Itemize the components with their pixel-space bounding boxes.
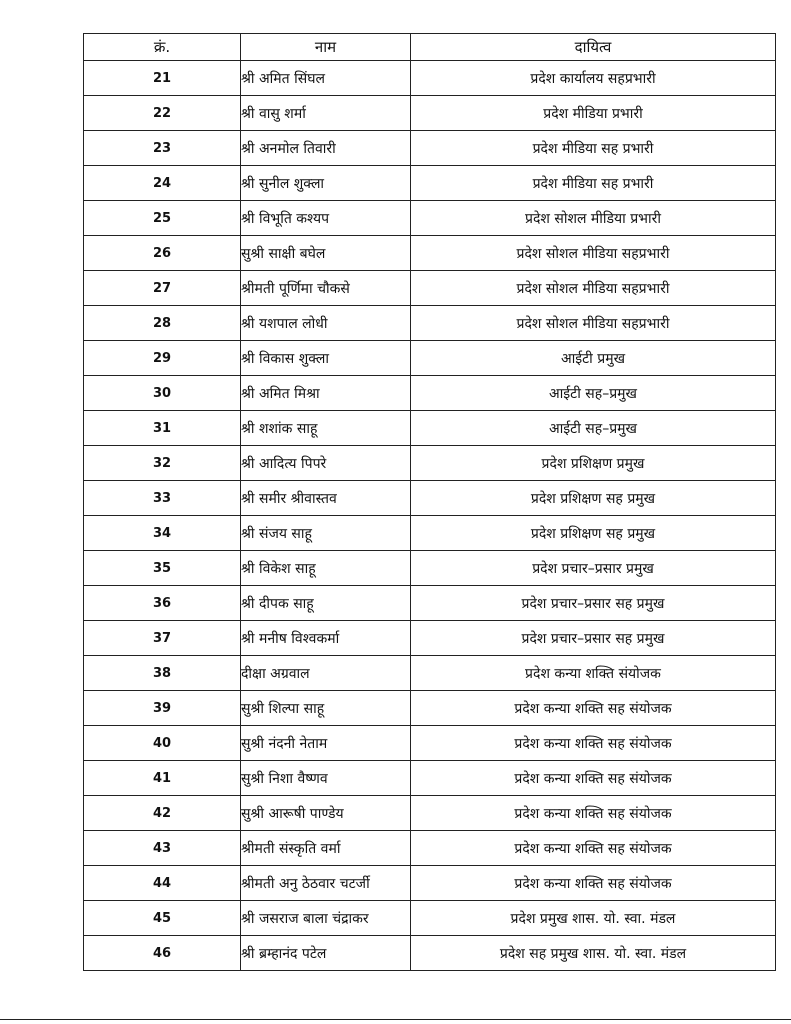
header-number: क्रं. — [84, 34, 241, 61]
row-number: 26 — [84, 236, 241, 271]
row-role: प्रदेश सोशल मीडिया प्रभारी — [411, 201, 776, 236]
row-number: 42 — [84, 796, 241, 831]
table-row — [84, 796, 776, 831]
row-role: प्रदेश मीडिया प्रभारी — [411, 96, 776, 131]
row-role: प्रदेश कन्या शक्ति सह संयोजक — [411, 761, 776, 796]
row-name: श्री दीपक साहू — [241, 586, 411, 621]
row-number: 37 — [84, 621, 241, 656]
table-row — [84, 656, 776, 691]
row-role: प्रदेश सह प्रमुख शास. यो. स्वा. मंडल — [411, 936, 776, 971]
row-number: 40 — [84, 726, 241, 761]
row-number: 41 — [84, 761, 241, 796]
row-number: 32 — [84, 446, 241, 481]
row-number: 23 — [84, 131, 241, 166]
row-number: 30 — [84, 376, 241, 411]
row-name: सुश्री साक्षी बघेल — [241, 236, 411, 271]
row-number: 27 — [84, 271, 241, 306]
table-row — [84, 271, 776, 306]
row-name: सुश्री नंदनी नेताम — [241, 726, 411, 761]
row-role: प्रदेश कन्या शक्ति सह संयोजक — [411, 726, 776, 761]
row-role: प्रदेश प्रशिक्षण सह प्रमुख — [411, 516, 776, 551]
row-role: आईटी प्रमुख — [411, 341, 776, 376]
row-name: श्री अमित मिश्रा — [241, 376, 411, 411]
table-row — [84, 586, 776, 621]
row-role: प्रदेश प्रशिक्षण प्रमुख — [411, 446, 776, 481]
table-row — [84, 166, 776, 201]
row-name: सुश्री आरूषी पाण्डेय — [241, 796, 411, 831]
row-number: 31 — [84, 411, 241, 446]
table-row — [84, 96, 776, 131]
row-role: प्रदेश सोशल मीडिया सहप्रभारी — [411, 271, 776, 306]
table-row — [84, 61, 776, 96]
row-number: 44 — [84, 866, 241, 901]
table-row — [84, 446, 776, 481]
row-role: प्रदेश कार्यालय सहप्रभारी — [411, 61, 776, 96]
table-row — [84, 901, 776, 936]
row-number: 45 — [84, 901, 241, 936]
row-name: श्री सुनील शुक्ला — [241, 166, 411, 201]
table-row — [84, 341, 776, 376]
row-role: आईटी सह–प्रमुख — [411, 376, 776, 411]
row-number: 24 — [84, 166, 241, 201]
row-name: श्री यशपाल लोधी — [241, 306, 411, 341]
row-role: प्रदेश सोशल मीडिया सहप्रभारी — [411, 306, 776, 341]
row-role: प्रदेश कन्या शक्ति सह संयोजक — [411, 796, 776, 831]
row-name: श्री शशांक साहू — [241, 411, 411, 446]
table-row — [84, 761, 776, 796]
table-row — [84, 726, 776, 761]
row-number: 39 — [84, 691, 241, 726]
row-number: 36 — [84, 586, 241, 621]
row-role: प्रदेश कन्या शक्ति सह संयोजक — [411, 866, 776, 901]
row-number: 35 — [84, 551, 241, 586]
table-row — [84, 936, 776, 971]
table-row — [84, 621, 776, 656]
row-name: श्री अमित सिंघल — [241, 61, 411, 96]
header-row — [84, 34, 776, 61]
row-role: प्रदेश प्रचार–प्रसार सह प्रमुख — [411, 586, 776, 621]
row-role: प्रदेश कन्या शक्ति सह संयोजक — [411, 691, 776, 726]
row-number: 21 — [84, 61, 241, 96]
row-name: श्रीमती अनु ठेठवार चटर्जी — [241, 866, 411, 901]
row-name: श्री ब्रम्हानंद पटेल — [241, 936, 411, 971]
table-body — [84, 61, 776, 971]
row-name: श्री आदित्य पिपरे — [241, 446, 411, 481]
header-role: दायित्व — [411, 34, 776, 61]
row-number: 28 — [84, 306, 241, 341]
row-role: प्रदेश मीडिया सह प्रभारी — [411, 131, 776, 166]
table-row — [84, 131, 776, 166]
row-name: श्री विभूति कश्यप — [241, 201, 411, 236]
row-role: प्रदेश प्रमुख शास. यो. स्वा. मंडल — [411, 901, 776, 936]
row-name: दीक्षा अग्रवाल — [241, 656, 411, 691]
table-row — [84, 201, 776, 236]
row-name: श्री अनमोल तिवारी — [241, 131, 411, 166]
table-row — [84, 411, 776, 446]
row-number: 34 — [84, 516, 241, 551]
row-name: श्री वासु शर्मा — [241, 96, 411, 131]
row-role: प्रदेश प्रचार–प्रसार सह प्रमुख — [411, 621, 776, 656]
table-row — [84, 376, 776, 411]
row-name: श्री संजय साहू — [241, 516, 411, 551]
row-role: प्रदेश प्रचार–प्रसार प्रमुख — [411, 551, 776, 586]
row-number: 29 — [84, 341, 241, 376]
row-role: प्रदेश कन्या शक्ति सह संयोजक — [411, 831, 776, 866]
table-row — [84, 306, 776, 341]
row-name: श्री विकास शुक्ला — [241, 341, 411, 376]
row-number: 22 — [84, 96, 241, 131]
row-name: श्री जसराज बाला चंद्राकर — [241, 901, 411, 936]
table-row — [84, 481, 776, 516]
row-name: श्रीमती संस्कृति वर्मा — [241, 831, 411, 866]
row-name: श्री विकेश साहू — [241, 551, 411, 586]
table-row — [84, 866, 776, 901]
table-row — [84, 236, 776, 271]
row-name: श्री समीर श्रीवास्तव — [241, 481, 411, 516]
row-number: 33 — [84, 481, 241, 516]
row-number: 38 — [84, 656, 241, 691]
row-name: श्री मनीष विश्वकर्मा — [241, 621, 411, 656]
row-role: प्रदेश कन्या शक्ति संयोजक — [411, 656, 776, 691]
office-bearers-table — [83, 33, 776, 971]
row-name: सुश्री निशा वैष्णव — [241, 761, 411, 796]
row-number: 25 — [84, 201, 241, 236]
header-name: नाम — [241, 34, 411, 61]
row-name: श्रीमती पूर्णिमा चौकसे — [241, 271, 411, 306]
row-role: आईटी सह–प्रमुख — [411, 411, 776, 446]
row-role: प्रदेश मीडिया सह प्रभारी — [411, 166, 776, 201]
footer-divider — [0, 1019, 791, 1020]
row-name: सुश्री शिल्पा साहू — [241, 691, 411, 726]
row-number: 46 — [84, 936, 241, 971]
table-row — [84, 551, 776, 586]
table-row — [84, 691, 776, 726]
row-number: 43 — [84, 831, 241, 866]
table-header — [84, 34, 776, 61]
table-row — [84, 831, 776, 866]
table-row — [84, 516, 776, 551]
row-role: प्रदेश प्रशिक्षण सह प्रमुख — [411, 481, 776, 516]
row-role: प्रदेश सोशल मीडिया सहप्रभारी — [411, 236, 776, 271]
